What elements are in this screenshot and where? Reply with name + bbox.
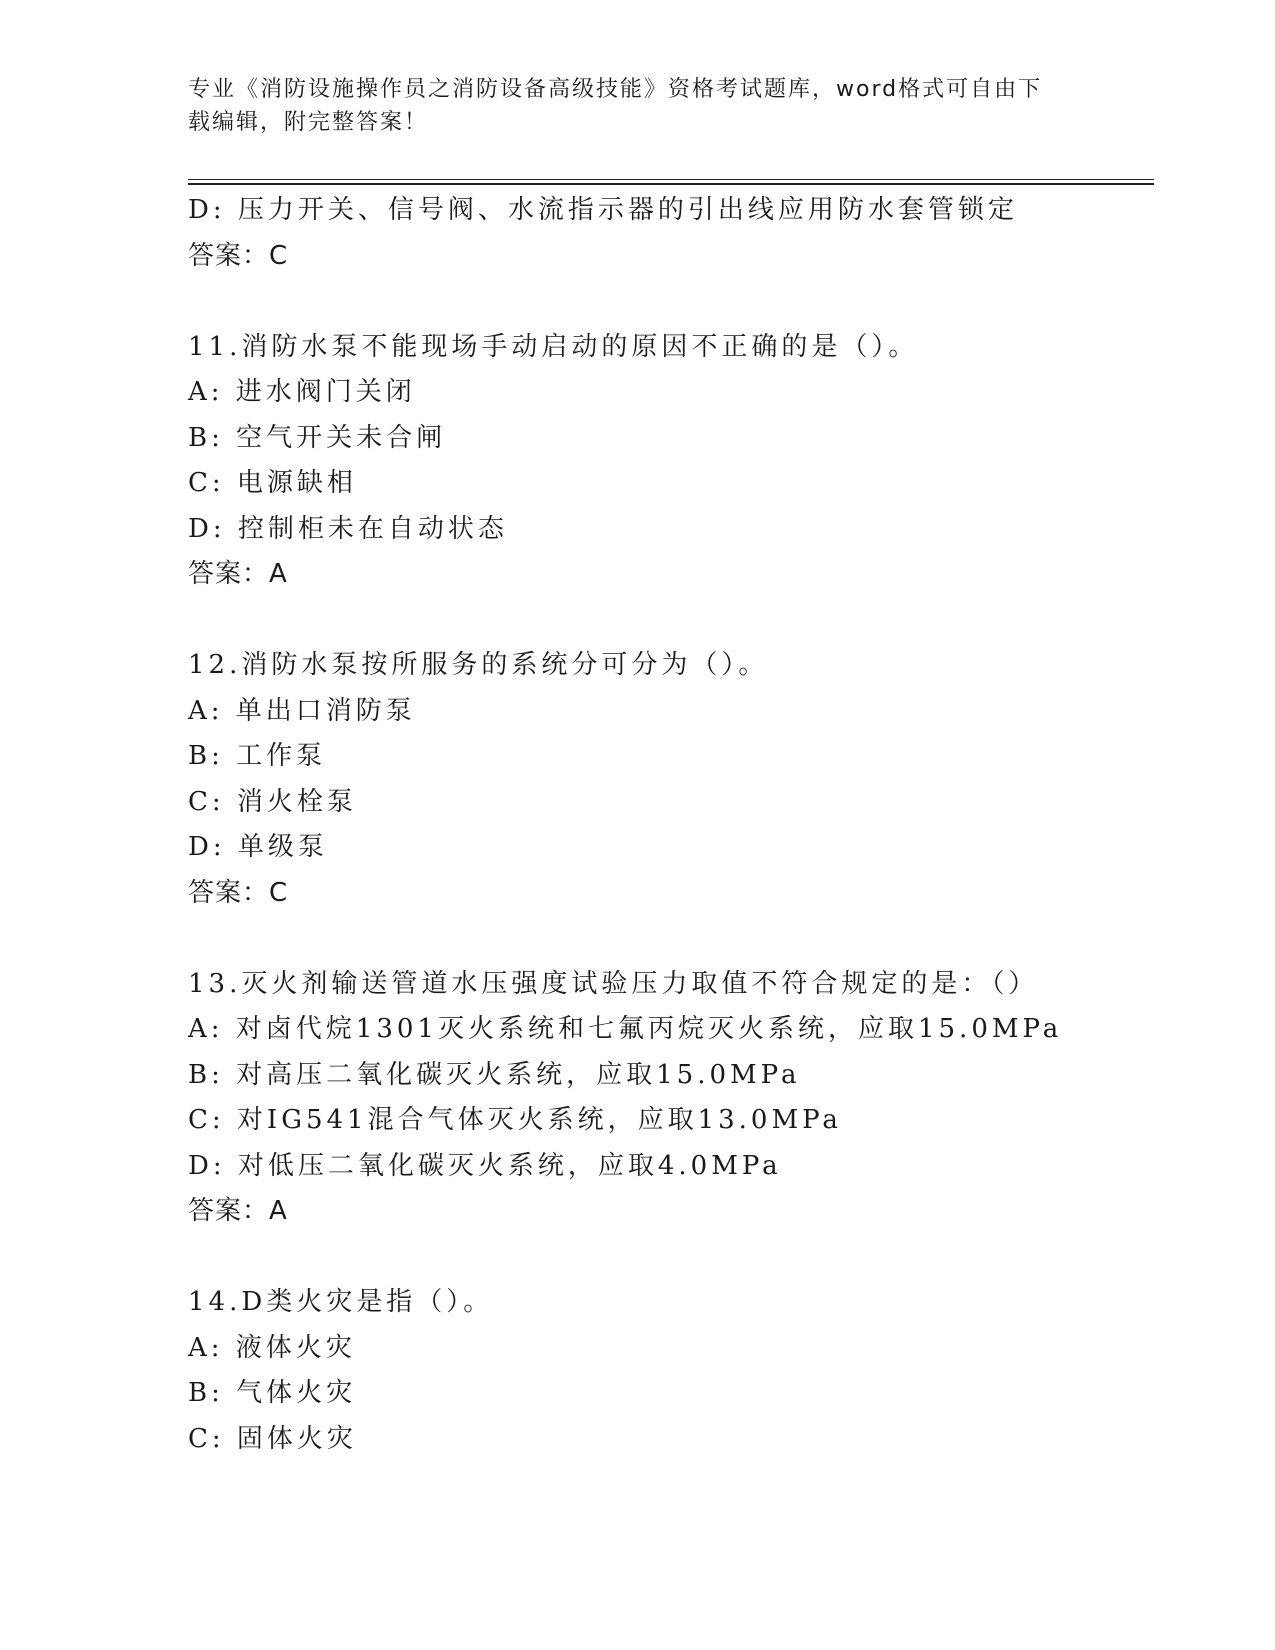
option-line: D: 单级泵 xyxy=(188,832,328,862)
option-line: D: 控制柜未在自动状态 xyxy=(188,513,508,544)
question-stem: 11.消防水泵不能现场手动启动的原因不正确的是（）。 xyxy=(188,331,919,362)
spacer xyxy=(188,916,1168,962)
header-divider-thin xyxy=(188,179,1154,180)
question-list xyxy=(188,188,1168,1462)
header-line-2: 载编辑，附完整答案！ xyxy=(188,110,429,135)
option-line: C: 消火栓泵 xyxy=(188,786,357,817)
spacer xyxy=(188,279,1168,325)
option-line: B: 工作泵 xyxy=(188,741,327,771)
option-line: B: 空气开关未合闸 xyxy=(188,422,447,453)
header-line-1: 专业《消防设施操作员之消防设备高级技能》资格考试题库，word格式可自由下 xyxy=(188,77,1043,102)
answer-line: 答案：A xyxy=(188,559,288,589)
option-line: C: 固体火灾 xyxy=(188,1423,357,1454)
document-header xyxy=(188,73,1088,139)
option-line: A: 单出口消防泵 xyxy=(188,695,416,726)
option-line: B: 气体火灾 xyxy=(188,1378,357,1408)
option-line: A: 液体火灾 xyxy=(188,1332,356,1363)
question-stem: 14.D类火灾是指（）。 xyxy=(188,1287,494,1317)
answer-line: 答案：C xyxy=(188,240,289,271)
option-line: D: 压力开关、信号阀、水流指示器的引出线应用防水套管锁定 xyxy=(188,195,1018,225)
option-line: D: 对低压二氧化碳灭火系统，应取4.0MPa xyxy=(188,1150,782,1181)
answer-line: 答案：C xyxy=(188,877,289,908)
option-line: A: 进水阀门关闭 xyxy=(188,377,416,407)
option-line: C: 电源缺相 xyxy=(188,468,357,498)
answer-line: 答案：A xyxy=(188,1196,288,1226)
header-divider-thick xyxy=(188,183,1154,185)
spacer xyxy=(188,1235,1168,1281)
question-stem: 13.灭火剂输送管道水压强度试验压力取值不符合规定的是：（） xyxy=(188,968,1039,999)
spacer xyxy=(188,598,1168,644)
option-line: A: 对卤代烷1301灭火系统和七氟丙烷灭火系统，应取15.0MPa xyxy=(188,1014,1063,1044)
option-line: C: 对IG541混合气体灭火系统，应取13.0MPa xyxy=(188,1105,842,1135)
option-line: B: 对高压二氧化碳灭火系统，应取15.0MPa xyxy=(188,1059,801,1090)
question-stem: 12.消防水泵按所服务的系统分可分为（）。 xyxy=(188,650,769,680)
